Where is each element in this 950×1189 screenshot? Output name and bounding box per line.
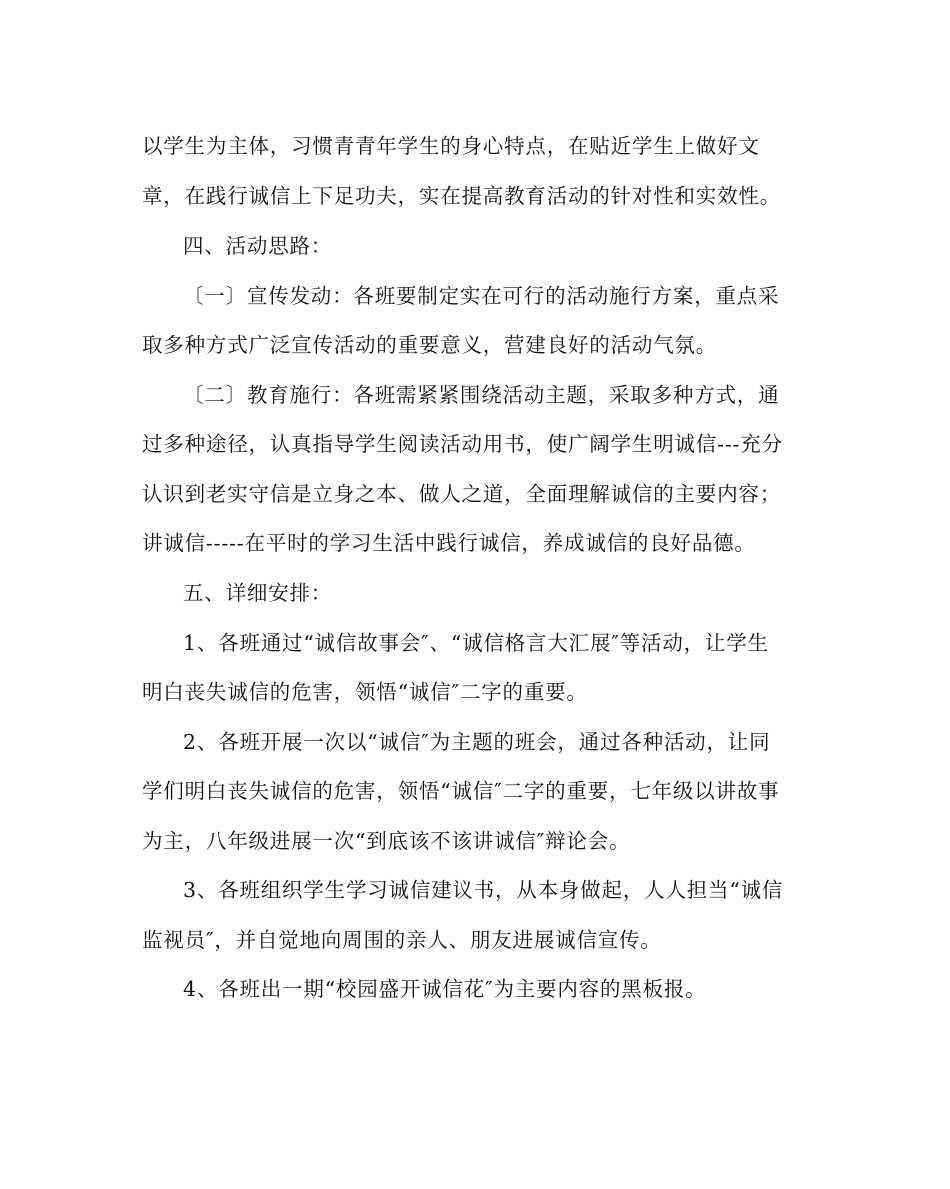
paragraph-line: 学们明白丧失诚信的危害，领悟“诚信″二字的重要，七年级以讲故事 [142,779,780,803]
section-heading: 四、活动思路： [183,234,333,258]
paragraph-line: 明白丧失诚信的危害，领悟“诚信″二字的重要。 [142,680,588,704]
paragraph-line: 〔二〕教育施行：各班需紧紧围绕活动主题，采取多种方式，通 [183,383,780,407]
paragraph-line: 为主，八年级进展一次“到底该不该讲诚信″辩论会。 [142,829,631,853]
paragraph-line: 讲诚信-----在平时的学习生活中践行诚信，养成诚信的良好品德。 [142,531,756,555]
section-heading: 五、详细安排： [183,581,333,605]
paragraph-line: 2、各班开展一次以“诚信″为主题的班会，通过各种活动，让同 [183,730,771,754]
paragraph-line: 〔一〕宣传发动：各班要制定实在可行的活动施行方案，重点采 [183,284,780,308]
paragraph-line: 4、各班出一期“校园盛开诚信花″为主要内容的黑板报。 [183,977,707,1001]
paragraph-line: 取多种方式广泛宣传活动的重要意义，营建良好的活动气氛。 [142,333,718,357]
paragraph-line: 1、各班通过“诚信故事会″、“诚信格言大汇展″等活动，让学生 [183,631,769,655]
paragraph-line: 章，在践行诚信上下足功夫，实在提高教育活动的针对性和实效性。 [142,184,781,208]
paragraph-line: 以学生为主体，习惯青青年学生的身心特点，在贴近学生上做好文 [142,134,760,158]
paragraph-line: 认识到老实守信是立身之本、做人之道，全面理解诚信的主要内容； [142,482,781,506]
paragraph-line: 过多种途径，认真指导学生阅读活动用书，使广阔学生明诚信---充分 [142,432,783,456]
paragraph-line: 监视员″，并自觉地向周围的亲人、朋友进展诚信宣传。 [142,928,662,952]
paragraph-line: 3、各班组织学生学习诚信建议书，从本身做起，人人担当“诚信 [183,878,784,902]
